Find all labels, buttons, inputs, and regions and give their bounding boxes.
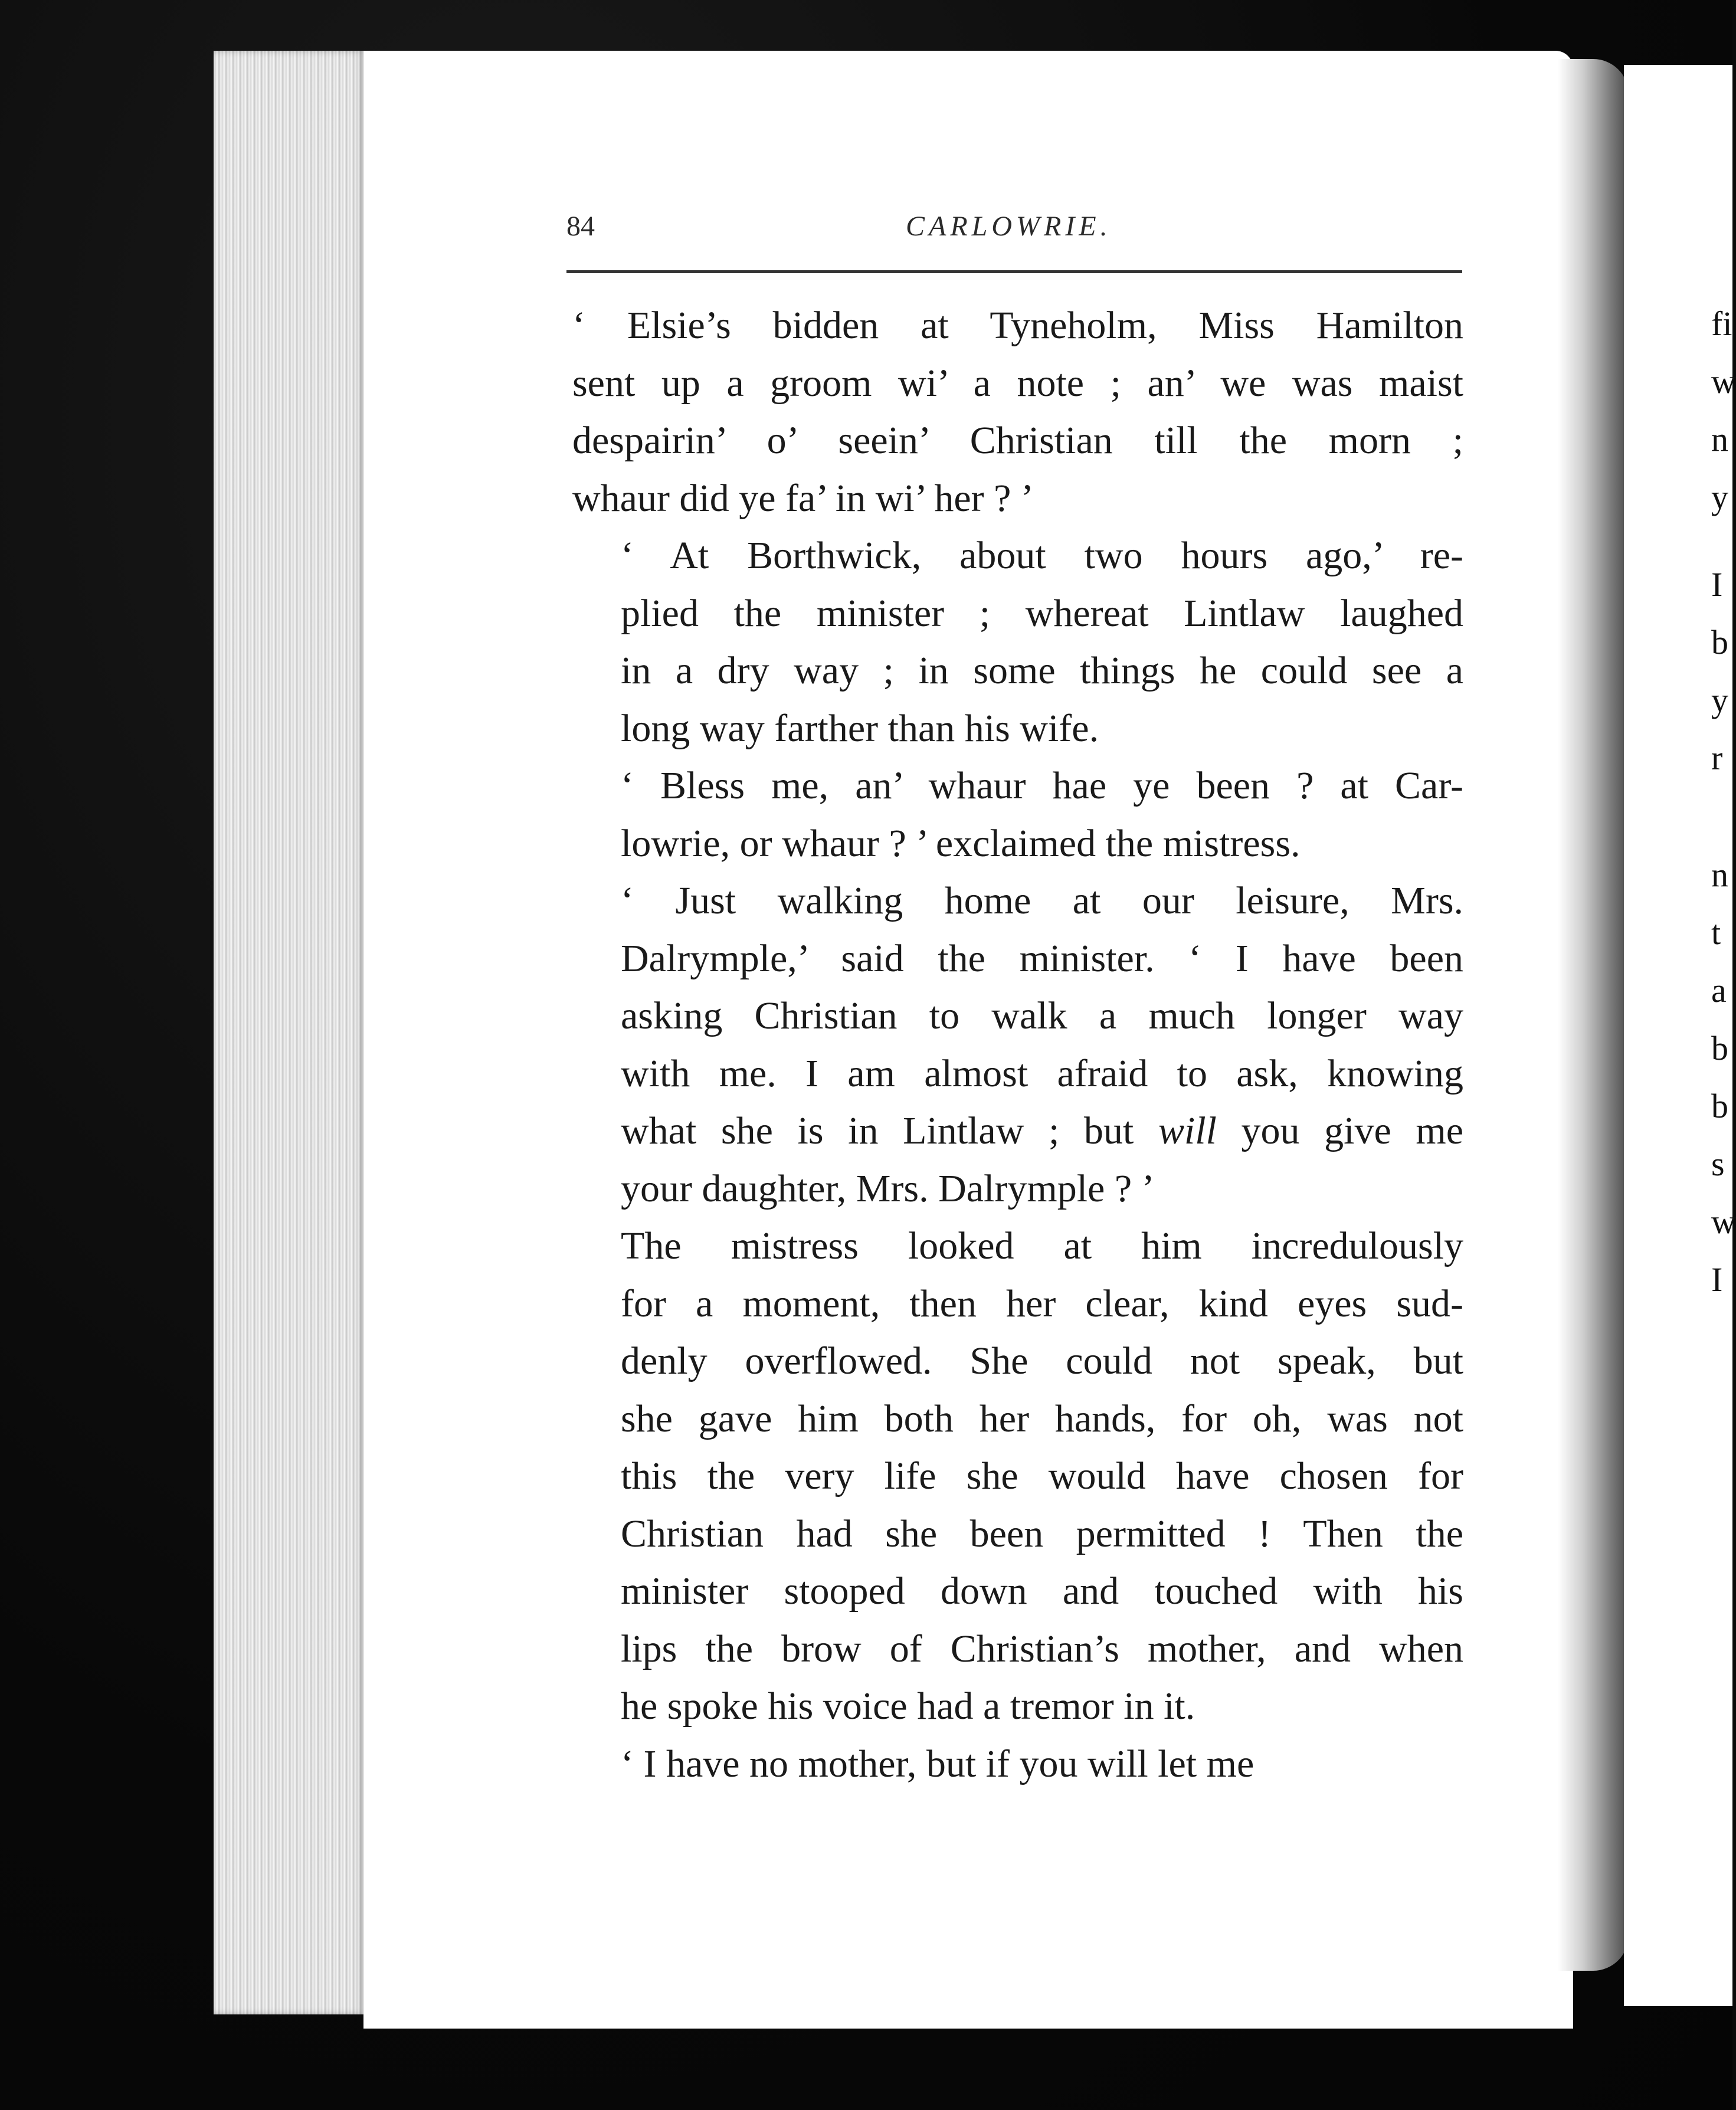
text-line: whaur did ye fa’ in wi’ her ? ’ [572, 476, 1034, 520]
facing-page-fragment: n [1711, 856, 1728, 894]
text-line: your daughter, Mrs. Dalrymple ? ’ [621, 1167, 1155, 1210]
text-line: minister stooped down and touched with his [621, 1570, 1463, 1613]
paragraph [572, 1217, 1463, 1735]
text-line: she gave him both her hands, for oh, was not [621, 1397, 1463, 1440]
text-line: ‘ Elsie’s bidden at Tyneholm, Miss Hamilton [572, 304, 1463, 347]
text-line: long way farther than his wife. [621, 706, 1099, 750]
body-text [572, 297, 1463, 1793]
running-head [566, 210, 1463, 263]
text-line: The mistress looked at him incredulously [621, 1224, 1463, 1267]
running-title: CARLOWRIE. [906, 211, 1112, 242]
facing-page-fragment: b [1711, 1029, 1728, 1067]
facing-page-fragment: b [1711, 1087, 1728, 1125]
text-line: denly overflowed. She could not speak, but [621, 1339, 1463, 1382]
text-line: Christian had she been permitted ! Then the [621, 1512, 1463, 1555]
facing-page-fragment: r [1711, 739, 1723, 777]
facing-page-fragment: n [1711, 420, 1728, 458]
facing-page-fragment: w [1711, 1203, 1736, 1241]
text-line: asking Christian to walk a much longer way [621, 994, 1463, 1037]
text-line: plied the minister ; whereat Lintlaw laughed [621, 591, 1463, 635]
facing-page-fragment: t [1711, 913, 1721, 952]
facing-page-fragment: y [1711, 681, 1728, 719]
facing-page-fragment: I [1711, 1260, 1723, 1299]
header-rule [566, 270, 1462, 273]
facing-page-text [1711, 295, 1736, 1309]
paragraph [572, 872, 1463, 1217]
page-edges [214, 51, 366, 2014]
text-line: ‘ Bless me, an’ whaur hae ye been ? at Car- [621, 764, 1463, 807]
facing-page-fragment: fi [1711, 304, 1732, 343]
facing-page-fragment: s [1711, 1145, 1725, 1183]
facing-page-fragment: y [1711, 478, 1728, 516]
text-line: Dalrymple,’ said the minister. ‘ I have been [621, 936, 1463, 980]
paragraph [572, 757, 1463, 872]
page-number: 84 [566, 211, 595, 242]
paragraph [572, 297, 1463, 527]
text-line: ‘ Just walking home at our leisure, Mrs. [621, 879, 1463, 922]
text-line: with me. I am almost afraid to ask, knowing [621, 1051, 1463, 1095]
book-gutter [1558, 59, 1629, 1971]
text-line: this the very life she would have chosen for [621, 1454, 1463, 1498]
text-line: ‘ At Borthwick, about two hours ago,’ re- [621, 534, 1463, 577]
text-line: for a moment, then her clear, kind eyes sud- [621, 1282, 1463, 1325]
paragraph [572, 1735, 1463, 1793]
text-line: lowrie, or whaur ? ’ exclaimed the mistress. [621, 821, 1301, 865]
emphasis: will [1158, 1109, 1217, 1152]
facing-page-fragment: b [1711, 623, 1728, 661]
facing-page-fragment: w [1711, 362, 1736, 401]
text-line: he spoke his voice had a tremor in it. [621, 1685, 1195, 1728]
facing-page-fragment: a [1711, 971, 1727, 1010]
text-line: ‘ I have no mother, but if you will let me [621, 1742, 1254, 1785]
text-line: sent up a groom wi’ a note ; an’ we was maist [572, 361, 1463, 405]
text-line: despairin’ o’ seein’ Christian till the morn ; [572, 419, 1463, 462]
text-line: lips the brow of Christian’s mother, and when [621, 1627, 1463, 1670]
facing-page-fragment: I [1711, 565, 1723, 604]
paragraph [572, 527, 1463, 757]
text-line: in a dry way ; in some things he could see a [621, 649, 1463, 692]
text-line: what she is in Lintlaw ; but will you give me [621, 1109, 1463, 1152]
